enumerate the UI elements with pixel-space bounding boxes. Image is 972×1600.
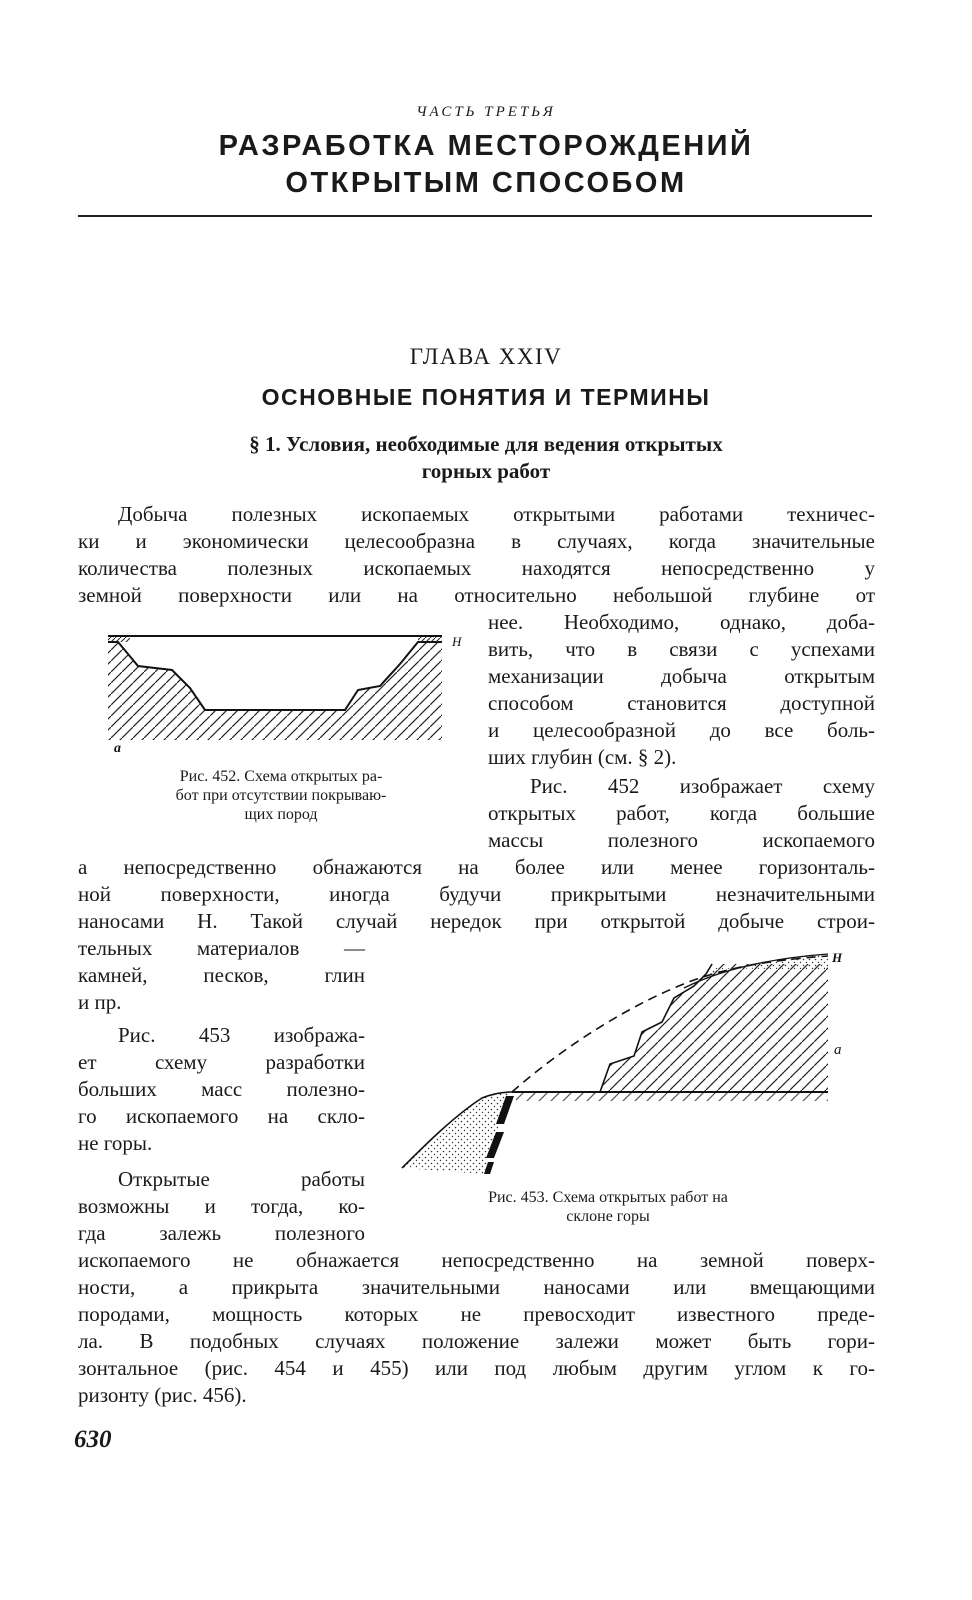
text-line: Добыча полезных ископаемых открытыми работами техничес- <box>118 502 875 526</box>
part-title-line: ОТКРЫТЫМ СПОСОБОМ <box>285 167 687 199</box>
text-line: а непосредственно обнажаются на более или менее горизонталь- <box>78 855 875 879</box>
text-line: ки и экономически целесообразна в случаях, когда значительные <box>78 529 875 553</box>
text-line: ископаемого не обнажается непосредственно на земной поверх- <box>78 1248 875 1272</box>
text-line: не горы. <box>78 1131 153 1155</box>
text-line: Рис. 452 изображает схему <box>530 774 875 798</box>
section-title-line: горных работ <box>421 459 551 483</box>
figure-452-caption <box>108 767 454 824</box>
part-title-line: РАЗРАБОТКА МЕСТОРОЖДЕНИЙ <box>218 130 754 162</box>
part-title <box>0 128 972 202</box>
text-line: способом становится доступной <box>488 691 875 715</box>
fig453-label-a: а <box>834 1042 842 1058</box>
figure-452-diagram <box>100 628 470 758</box>
text-line: открытых работ, когда большие <box>488 801 875 825</box>
text-line: наносами Н. Такой случай нередок при открытой добыче строи- <box>78 909 875 933</box>
section-title <box>160 431 812 485</box>
fig452-label-h: Н <box>452 634 462 649</box>
caption-line: бот при отсутствии покрываю- <box>175 787 387 804</box>
text-line: Открытые работы <box>118 1167 365 1191</box>
caption-line: Рис. 452. Схема открытых ра- <box>179 768 383 785</box>
text-line: и целесообразной до все боль- <box>488 718 875 742</box>
text-line: ной поверхности, иногда будучи прикрытыми незначительными <box>78 882 875 906</box>
text-line: вить, что в связи с успехами <box>488 637 875 661</box>
header-rule <box>78 215 872 217</box>
fig452-label-a: а <box>114 741 121 756</box>
text-line: больших масс полезно- <box>78 1077 365 1101</box>
fig453-label-h: Н <box>832 950 843 965</box>
text-line: ности, а прикрыта значительными наносами или вмещающими <box>78 1275 875 1299</box>
page-number: 630 <box>74 1426 112 1453</box>
text-line: нее. Необходимо, однако, доба- <box>488 610 875 634</box>
caption-line: Рис. 453. Схема открытых работ на <box>488 1189 728 1206</box>
text-line: ла. В подобных случаях положение залежи может быть гори- <box>78 1329 875 1353</box>
text-line: количества полезных ископаемых находятся непосредственно у <box>78 556 875 580</box>
text-line: тельных материалов — <box>78 936 365 960</box>
part-label: ЧАСТЬ ТРЕТЬЯ <box>416 104 556 120</box>
figure-453-caption <box>392 1188 824 1226</box>
chapter-label: ГЛАВА XXIV <box>409 344 563 369</box>
caption-line: щих пород <box>244 806 318 823</box>
section-title-line: § 1. Условия, необходимые для ведения открытых <box>249 432 723 456</box>
text-line: и пр. <box>78 990 122 1014</box>
figure-453-diagram <box>394 946 864 1184</box>
text-line: породами, мощность которых не превосходит известного преде- <box>78 1302 875 1326</box>
text-line: земной поверхности или на относительно небольшой глубине от <box>78 583 875 607</box>
text-line: возможны и тогда, ко- <box>78 1194 365 1218</box>
text-line: камней, песков, глин <box>78 963 365 987</box>
text-line: массы полезного ископаемого <box>488 828 875 852</box>
chapter-title: ОСНОВНЫЕ ПОНЯТИЯ И ТЕРМИНЫ <box>261 384 711 410</box>
text-line: механизации добыча открытым <box>488 664 875 688</box>
text-line: ризонту (рис. 456). <box>78 1383 247 1407</box>
caption-line: склоне горы <box>566 1208 650 1225</box>
text-line: ет схему разработки <box>78 1050 365 1074</box>
text-line: Рис. 453 изобража- <box>118 1023 365 1047</box>
text-line: зонтальное (рис. 454 и 455) или под любым другим углом к го- <box>78 1356 875 1380</box>
text-line: го ископаемого на скло- <box>78 1104 365 1128</box>
text-line: гда залежь полезного <box>78 1221 365 1245</box>
text-line: ших глубин (см. § 2). <box>488 745 677 769</box>
